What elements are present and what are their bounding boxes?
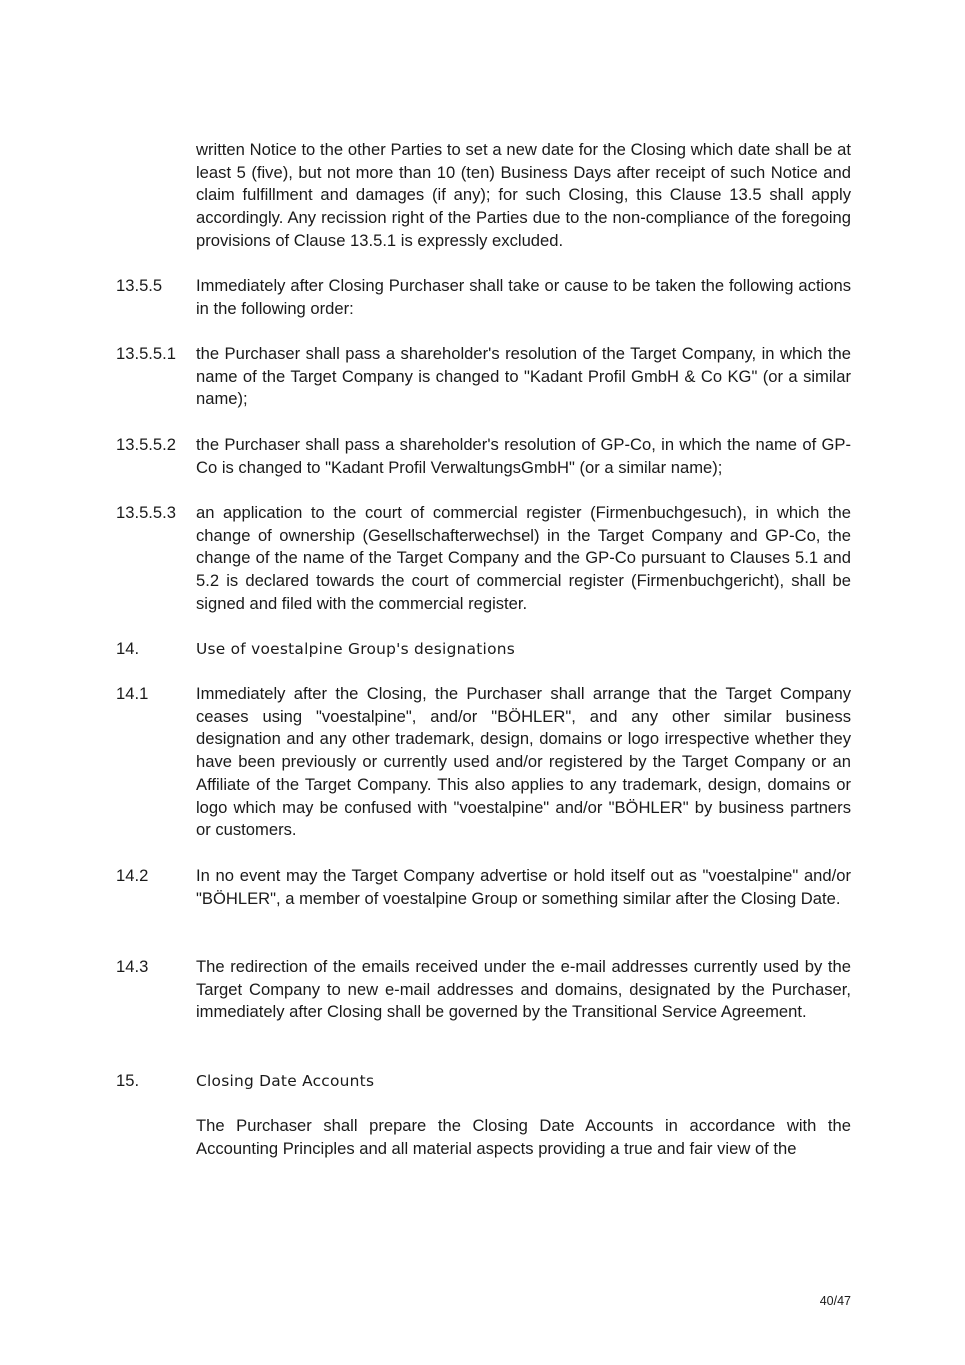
paragraph-text: written Notice to the other Parties to set a new date for the Closing which date shall be at least 5 (five), but not more than 10 (ten) Business Days after receipt of such Notice and claim fulfillment and damages (if any); for such Closing, this Clause 13.5 shall apply accordingly. Any recission right of the Parties due to the non-compliance of the foregoing provisions of Clause 13.5.1 is expressly excluded. [196, 140, 851, 250]
clause-text: In no event may the Target Company advertise or hold itself out as "voestalpine" and/or "BÖHLER", a member of voestalpine Group or something similar after the Closing Date. [196, 866, 851, 908]
section-number: 14. [116, 639, 140, 658]
section-heading-14 [116, 638, 851, 661]
clause-text: the Purchaser shall pass a shareholder's resolution of the Target Company, in which the name of the Target Company is changed to "Kadant Profil GmbH & Co KG" (or a similar name); [196, 344, 851, 409]
clause-14-1 [116, 683, 851, 842]
paragraph-text: The Purchaser shall prepare the Closing Date Accounts in accordance with the Accounting Principles and all material aspects providing a true and fair view of the [196, 1116, 851, 1158]
clause-14-2 [116, 865, 851, 910]
page-number: 40/47 [819, 1294, 851, 1308]
clause-13-5-5 [116, 275, 851, 320]
clause-number: 13.5.5.2 [116, 435, 176, 454]
clause-13-5-5-2 [116, 434, 851, 479]
clause-13-5-5-3 [116, 502, 851, 616]
clause-text: The redirection of the emails received under the e-mail addresses currently used by the Target Company to new e-mail addresses and domains, designated by the Purchaser, immediately after Closing shall be governed by the Transitional Service Agreement. [196, 957, 851, 1022]
clause-text: the Purchaser shall pass a shareholder's resolution of GP-Co, in which the name of GP-Co is changed to "Kadant Profil VerwaltungsGmbH" (or a similar name); [196, 435, 851, 477]
section-title: Use of voestalpine Group's designations [196, 640, 516, 658]
clause-text: Immediately after the Closing, the Purchaser shall arrange that the Target Company ceases using "voestalpine", and/or "BÖHLER", and any other similar business designation and any other trademark, design, domains or logo irrespective whether they have been previously or currently used and/or registered by the Target Company or an Affiliate of the Target Company. This also applies to any trademark, design, domains or logo which may be confused with "voestalpine" and/or "BÖHLER" by business partners or customers. [196, 684, 851, 840]
clause-number: 14.1 [116, 684, 149, 703]
clause-text: an application to the court of commercial register (Firmenbuchgesuch), in which the change of ownership (Gesellschafterwechsel) in the Target Company and GP-Co, the change of the name of the Target Company and the GP-Co pursuant to Clauses 5.1 and 5.2 is declared towards the court of commercial register (Firmenbuchgericht), shall be signed and filed with the commercial register. [196, 503, 851, 613]
section-title: Closing Date Accounts [196, 1072, 375, 1090]
clause-number: 13.5.5.3 [116, 503, 176, 522]
clause-14-3 [116, 956, 851, 1024]
clause-number: 13.5.5.1 [116, 344, 176, 363]
section-heading-15 [116, 1070, 851, 1093]
paragraph-closing-date-accounts [116, 1115, 851, 1160]
section-number: 15. [116, 1071, 140, 1090]
clause-text: Immediately after Closing Purchaser shall take or cause to be taken the following actions in the following order: [196, 276, 851, 318]
clause-number: 14.3 [116, 957, 149, 976]
clause-number: 13.5.5 [116, 276, 163, 295]
clause-number: 14.2 [116, 866, 149, 885]
clause-13-5-5-1 [116, 343, 851, 411]
paragraph-continuation [116, 139, 851, 253]
